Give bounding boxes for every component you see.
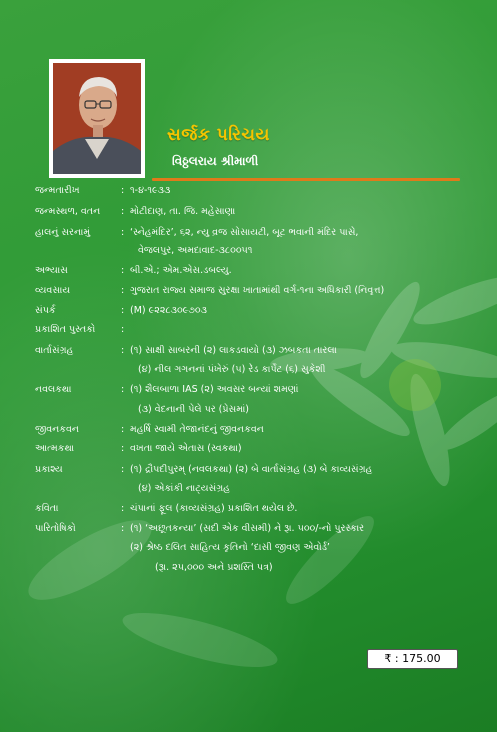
birthplace: મોટીદાણ, તા. જિ. મહેસાણા bbox=[130, 206, 236, 217]
novels-line-1: (૧) શૈલબાળા IAS (૨) અવસર બન્યાં શમણાં bbox=[130, 384, 299, 395]
awards-line-1: (૧) ‘અછૂતકન્યા’ (સદી એક વીસમી) ને રૂા. ૫૦૦/-નો પુરસ્કાર bbox=[130, 523, 365, 534]
colon: : bbox=[121, 424, 125, 435]
colon: : bbox=[121, 324, 125, 335]
awards-line-3: (રૂા. ૨૫,૦૦૦ અને પ્રશસ્તિ પત્ર) bbox=[155, 562, 273, 573]
autobiography: વખતા જાયે એતાસ (સ્વકથા) bbox=[130, 443, 242, 454]
author-photo bbox=[49, 59, 145, 178]
occupation: ગુજરાત રાજ્ય સમાજ સુરક્ષા ખાતામાંથી વર્ગ-૧ના અધિકારી (નિવૃત્ત) bbox=[130, 285, 385, 296]
forthcoming-line-1: (૧) દ્રૌપદીપુરમ્ (નવલકથા) (૨) બે વાર્તાસંગ્રહ (૩) બે કાવ્યસંગ્રહ bbox=[130, 464, 373, 475]
label-birthplace: જન્મસ્થળ, વતન bbox=[35, 206, 101, 217]
poetry: ચંપાનાં ફૂલ (કાવ્યસંગ્રહ) પ્રકાશિત થયેલ છે. bbox=[130, 503, 298, 514]
colon: : bbox=[121, 265, 125, 276]
contact-phone: (M) ૯૨૨૮૩૦૯૭૦૩ bbox=[130, 305, 207, 316]
address-line-2: વેજલપુર, અમદાવાદ-૩૮૦૦૫૧ bbox=[138, 245, 253, 256]
awards-line-2: (૨) શ્રેષ્ઠ દલિત સાહિત્ય કૃતિનો ‘દાસી જીવણ એવોર્ડ’ bbox=[130, 542, 330, 553]
author-name: વિઠ્ઠલરાય શ્રીમાળી bbox=[172, 154, 259, 168]
label-story-collections: વાર્તાસંગ્રહ bbox=[35, 345, 74, 356]
forthcoming-line-2: (૪) એકાંકી નાટ્યસંગ્રહ bbox=[138, 483, 230, 494]
author-portrait-image bbox=[53, 63, 141, 174]
label-biography: જીવનકવન bbox=[35, 424, 79, 435]
colon: : bbox=[121, 384, 125, 395]
address-line-1: ‘સ્નેહમંદિર’, ૬૨, ન્યુ વ્રજ સોસાયટી, બૂટ ભવાની મંદિર પાસે, bbox=[130, 227, 359, 238]
label-address: હાલનું સરનામું bbox=[35, 227, 91, 238]
colon: : bbox=[121, 185, 125, 196]
colon: : bbox=[121, 464, 125, 475]
label-education: અભ્યાસ bbox=[35, 265, 68, 276]
colon: : bbox=[121, 285, 125, 296]
story-collections-line-1: (૧) સાક્ષી સાબરની (૨) લાકડવાયો (૩) ઝબકતા તારલા bbox=[130, 345, 337, 356]
colon: : bbox=[121, 523, 125, 534]
label-birth-date: જન્મતારીખ bbox=[35, 185, 80, 196]
label-autobiography: આત્મકથા bbox=[35, 443, 75, 454]
birth-date: ૧-૪-૧૯૩૩ bbox=[130, 185, 171, 196]
label-published-books: પ્રકાશિત પુસ્તકો bbox=[35, 324, 96, 335]
colon: : bbox=[121, 443, 125, 454]
section-title: સર્જક પરિચય bbox=[167, 125, 270, 145]
label-occupation: વ્યવસાય bbox=[35, 285, 71, 296]
biography-work: મહર્ષિ સ્વામી તેજાનંદનું જીવનકવન bbox=[130, 424, 264, 435]
story-collections-line-2: (૪) નીલ ગગનનાં પંખેરું (૫) રેડ કાર્પેટ (૬) સુકેશી bbox=[138, 364, 326, 375]
price-tag: ₹ : 175.00 bbox=[367, 649, 458, 669]
label-forthcoming: પ્રકાશ્ય bbox=[35, 464, 63, 475]
colon: : bbox=[121, 206, 125, 217]
colon: : bbox=[121, 227, 125, 238]
novels-line-2: (૩) વેદનાની પેલે પર (પ્રેસમાં) bbox=[138, 404, 249, 415]
title-underline bbox=[152, 178, 460, 181]
label-poetry: કવિતા bbox=[35, 503, 59, 514]
label-contact: સંપર્ક bbox=[35, 305, 56, 316]
colon: : bbox=[121, 345, 125, 356]
education: બી.એ.; એમ.એસ.ડબલ્યુ. bbox=[130, 265, 232, 276]
label-awards: પારિતોષિકો bbox=[35, 523, 76, 534]
label-novels: નવલકથા bbox=[35, 384, 72, 395]
colon: : bbox=[121, 503, 125, 514]
colon: : bbox=[121, 305, 125, 316]
